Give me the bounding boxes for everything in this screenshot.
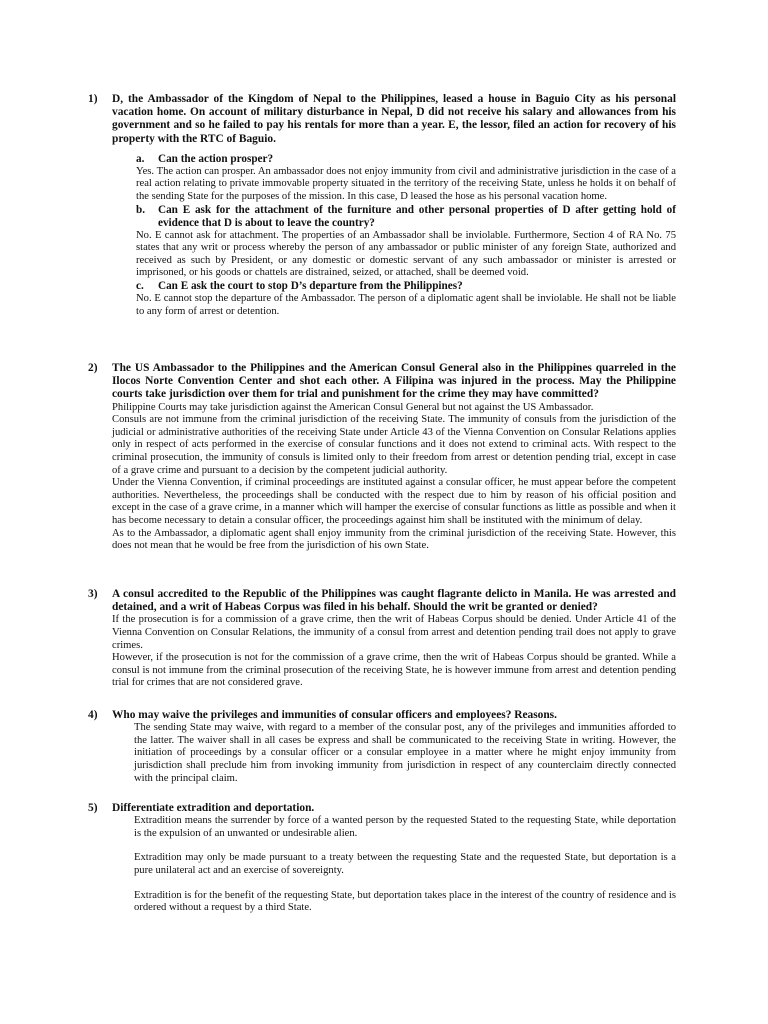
sub-letter: c. bbox=[136, 279, 144, 292]
sub-answer: Yes. The action can prosper. An ambassador does not enjoy immunity from civil and administrative jurisdiction in the case of a real action relating to private immovable property situated in the territory of the receiving State, unless he holds it on behalf of the sending State for the purposes of the mission. In this case, D leased the hose as his personal vacation home. bbox=[136, 165, 676, 202]
sub-answer: No. E cannot ask for attachment. The properties of an Ambassador shall be inviolable. Furthermore, Section 4 of RA No. 75 states that any writ or process whereby the person of any ambassador or public minister of any foreign State, authorized and received as such by President, or any domestic or domestic servant of any such ambassador or minister is arrested or imprisoned, or his goods or chattels are distrained, seized, or attached, shall be deemed void. bbox=[136, 229, 676, 279]
sub-question-text: Can E ask for the attachment of the furniture and other personal properties of D after getting hold of evidence that D is about to leave the country? bbox=[158, 203, 676, 229]
answer-paragraph: Philippine Courts may take jurisdiction against the American Consul General but not against the US Ambassador. bbox=[112, 401, 594, 413]
question-2 bbox=[88, 362, 676, 553]
question-number: 2) bbox=[88, 362, 98, 374]
sub-question-text: Can E ask the court to stop D’s departure from the Philippines? bbox=[158, 279, 463, 292]
question-3 bbox=[88, 588, 676, 690]
answer-paragraph: The sending State may waive, with regard to a member of the consular post, any of the privileges and immunities afforded to the latter. The waiver shall in all cases be express and shall be communicated to the receiving State in writing. However, the initiation of proceedings by a consular officer or a consular employee in a matter where he might enjoy immunity from jurisdiction shall preclude him from invoking immunity from jurisdiction in respect of any counterclaim directly connected with the principal claim. bbox=[134, 722, 676, 784]
question-text: Differentiate extradition and deportation. bbox=[112, 802, 315, 814]
sub-question-b bbox=[136, 204, 676, 230]
sub-question-c bbox=[136, 280, 676, 293]
sub-question-a bbox=[136, 153, 676, 166]
question-text: The US Ambassador to the Philippines and the American Consul General also in the Philippines quarreled in the Ilocos Norte Convention Center and shot each other. A Filipina was injured in the process. May the Philippine courts take jurisdiction over them for trial and punishment for the crime they may have committed? bbox=[112, 362, 676, 401]
sub-question-text: Can the action prosper? bbox=[158, 152, 274, 165]
question-text: Who may waive the privileges and immunities of consular officers and employees? Reasons. bbox=[112, 709, 557, 721]
question-1 bbox=[88, 93, 676, 318]
answer-paragraph: Extradition may only be made pursuant to a treaty between the requesting State and the requested State, but deportation is a pure unilateral act and an exercise of sovereignty. bbox=[134, 852, 676, 876]
question-text: A consul accredited to the Republic of the Philippines was caught flagrante delicto in Manila. He was arrested and detained, and a writ of Habeas Corpus was filed in his behalf. Should the writ be granted or denied? bbox=[112, 588, 676, 614]
question-number: 5) bbox=[88, 802, 98, 814]
answer-paragraph: Extradition means the surrender by force of a wanted person by the requested Stated to the requesting State, while deportation is the expulsion of an unwanted or undesirable alien. bbox=[134, 815, 676, 839]
sub-letter: b. bbox=[136, 203, 146, 216]
answer-paragraph: As to the Ambassador, a diplomatic agent shall enjoy immunity from the criminal jurisdiction of the receiving State. However, this does not mean that he would be free from the jurisdiction of his own State. bbox=[112, 527, 676, 552]
question-4 bbox=[88, 709, 676, 785]
answer-paragraph: Under the Vienna Convention, if criminal proceedings are instituted against a consular officer, he must appear before the competent authorities. Nevertheless, the proceedings shall be conducted with the respect due to him by reason of his official position and except in the case of a grave crime, in a manner which will hamper the exercise of consular functions as little as possible and when it has become necessary to detain a consular officer, the proceedings against him shall be instituted with the minimum of delay. bbox=[112, 477, 676, 526]
question-number: 4) bbox=[88, 709, 98, 721]
answer-paragraph: If the prosecution is for a commission of a grave crime, then the writ of Habeas Corpus should be denied. Under Article 41 of the Vienna Convention on Consular Relations, the immunity of a consul from arrest and detention pending trail does not apply to grave crimes. bbox=[112, 614, 676, 651]
question-text: D, the Ambassador of the Kingdom of Nepal to the Philippines, leased a house in Baguio City as his personal vacation home. On account of military disturbance in Nepal, D did not receive his salary and allowances from his government and so he failed to pay his rentals for more than a year. E, the lessor, filed an action for recovery of his property with the RTC of Baguio. bbox=[112, 93, 676, 145]
question-number: 1) bbox=[88, 93, 98, 105]
answer-paragraph: However, if the prosecution is not for the commission of a grave crime, then the writ of Habeas Corpus should be granted. While a consul is not immune from the criminal prosecution of the receiving State, he is however immune from arrest and detention pending trial for crimes that are not considered grave. bbox=[112, 652, 676, 689]
question-5 bbox=[88, 802, 676, 915]
answer-paragraph: Extradition is for the benefit of the requesting State, but deportation takes place in the interest of the country of residence and is ordered without a request by a third State. bbox=[134, 889, 676, 914]
sub-letter: a. bbox=[136, 152, 145, 165]
answer-paragraph: Consuls are not immune from the criminal jurisdiction of the receiving State. The immunity of consuls from the jurisdiction of the judicial or administrative authorities of the receiving State under Article 43 of the Vienna Convention on Consular Relations applies only in respect of acts performed in the exercise of consular functions and it does not extend to criminal acts. With respect to the criminal prosecution, the immunity of consuls is limited only to their freedom from arrest or detention pending trial, except in case of a grave crime and pursuant to a decision by the competent judicial authority. bbox=[112, 414, 676, 476]
question-number: 3) bbox=[88, 588, 98, 600]
sub-answer: No. E cannot stop the departure of the Ambassador. The person of a diplomatic agent shall be inviolable. He shall not be liable to any form of arrest or detention. bbox=[136, 292, 676, 317]
